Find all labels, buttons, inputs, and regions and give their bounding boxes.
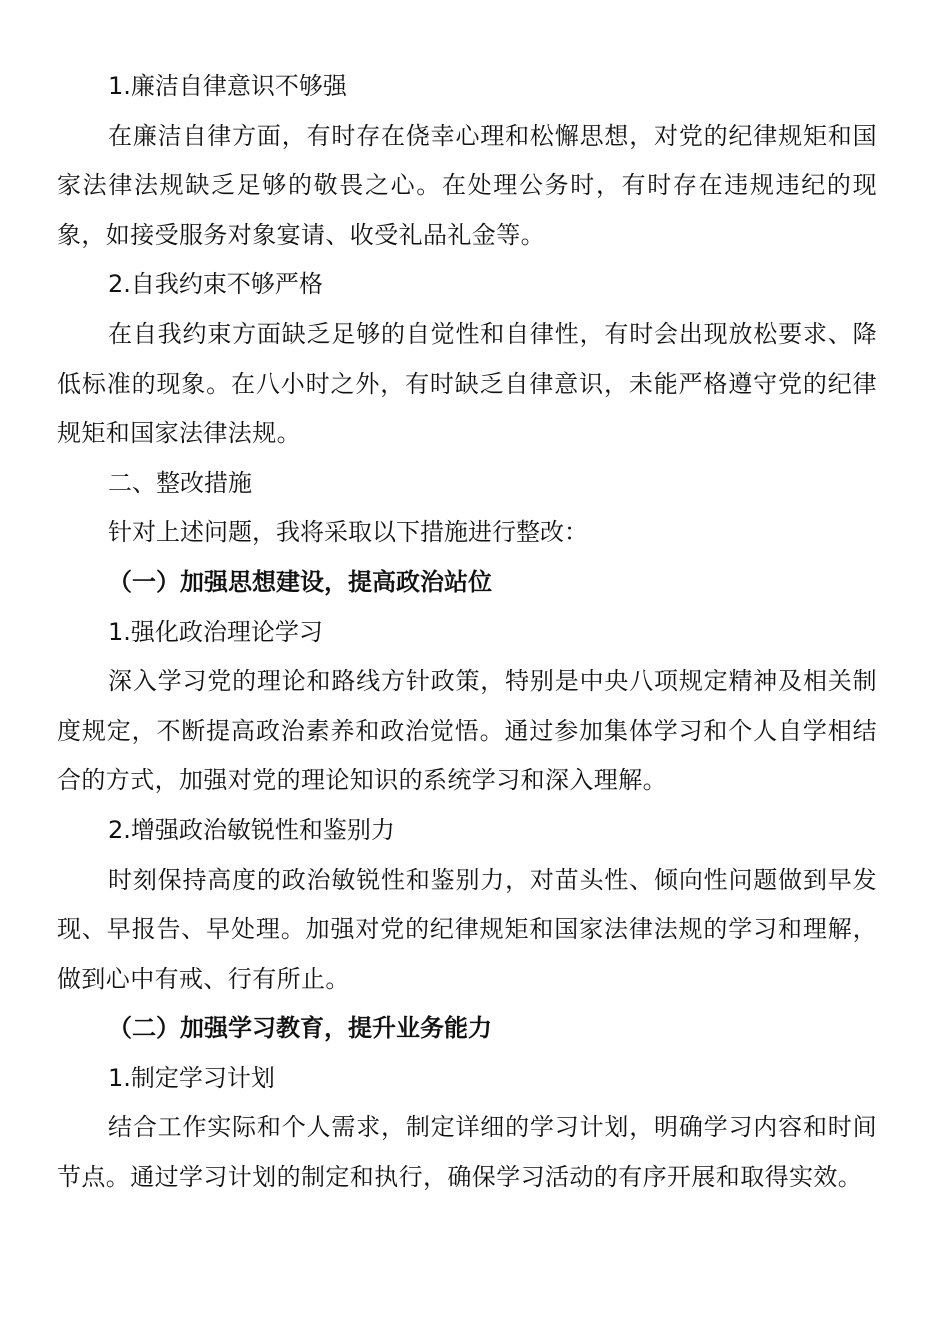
body-paragraph: 结合工作实际和个人需求，制定详细的学习计划，明确学习内容和时间节点。通过学习计划的制定和执行，确保学习活动的有序开展和取得实效。 [57, 1113, 877, 1192]
section-heading-zheng-gai: 二、整改措施 [108, 468, 252, 497]
subheading-study-plan: 1.制定学习计划 [108, 1063, 275, 1092]
body-paragraph: 时刻保持高度的政治敏锐性和鉴别力，对苗头性、倾向性问题做到早发现、早报告、早处理。加强对党的纪律规矩和国家法律法规的学习和理解，做到心中有戒、行有所止。 [57, 865, 877, 993]
body-paragraph: 在廉洁自律方面，有时存在侥幸心理和松懈思想，对党的纪律规矩和国家法律法规缺乏足够的敬畏之心。在处理公务时，有时存在违规违纪的现象，如接受服务对象宴请、收受礼品礼金等。 [57, 121, 877, 249]
section-heading-two: （二）加强学习教育，提升业务能力 [108, 1014, 492, 1043]
subheading-political-theory: 1.强化政治理论学习 [108, 617, 323, 646]
subheading-lian-jie: 1.廉洁自律意识不够强 [108, 72, 347, 100]
subheading-political-sensitivity: 2.增强政治敏锐性和鉴别力 [108, 815, 395, 844]
intro-line: 针对上述问题，我将采取以下措施进行整改： [108, 518, 588, 547]
document-page [57, 62, 877, 1203]
body-paragraph: 深入学习党的理论和路线方针政策，特别是中央八项规定精神及相关制度规定，不断提高政治素养和政治觉悟。通过参加集体学习和个人自学相结合的方式，加强对党的理论知识的系统学习和深入理解。 [57, 667, 877, 795]
body-paragraph: 在自我约束方面缺乏足够的自觉性和自律性，有时会出现放松要求、降低标准的现象。在八小时之外，有时缺乏自律意识，未能严格遵守党的纪律规矩和国家法律法规。 [57, 319, 877, 448]
subheading-zi-wo-yue-shu: 2.自我约束不够严格 [108, 270, 323, 299]
section-heading-one: （一）加强思想建设，提高政治站位 [108, 567, 492, 596]
